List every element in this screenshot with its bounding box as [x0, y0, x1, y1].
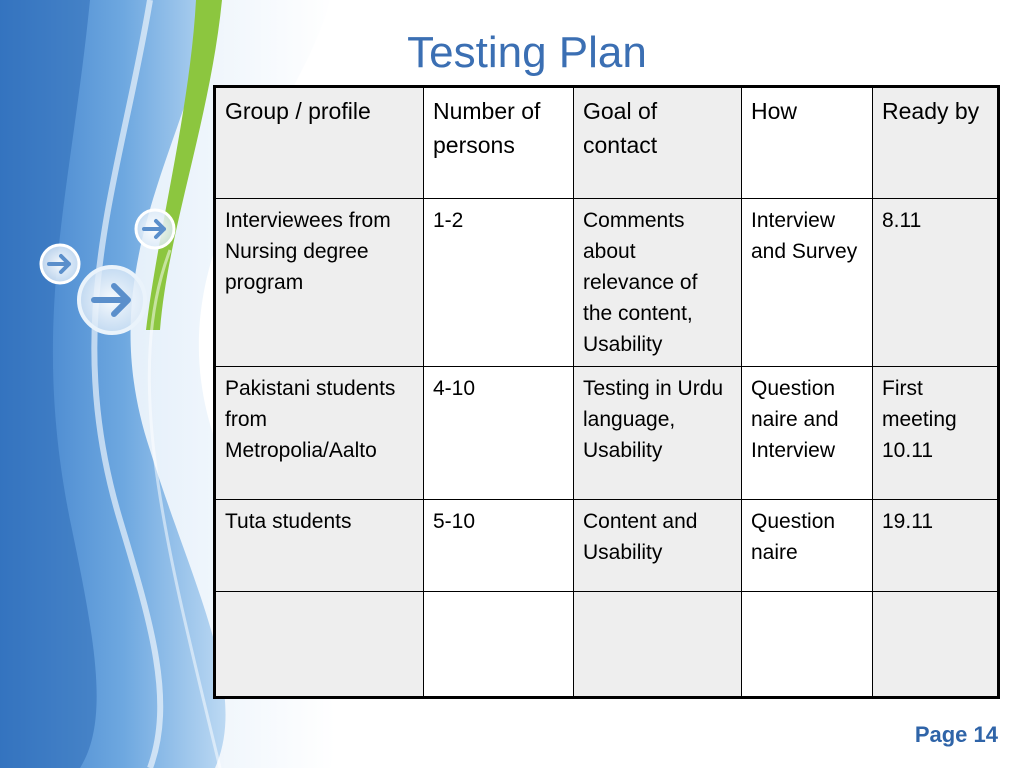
- table-cell: Tuta students: [215, 500, 424, 592]
- table-cell: 4-10: [424, 367, 574, 500]
- table-cell: Interviewees from Nursing degree program: [215, 199, 424, 367]
- header-how: How: [742, 87, 873, 199]
- table-cell: 5-10: [424, 500, 574, 592]
- table-cell: Comments about relevance of the content, Usability: [574, 199, 742, 367]
- header-number-of-persons: Number of persons: [424, 87, 574, 199]
- table-cell: Content and Usability: [574, 500, 742, 592]
- table-cell: 8.11: [873, 199, 999, 367]
- table-row: [215, 199, 999, 367]
- header-goal-of-contact: Goal of contact: [574, 87, 742, 199]
- header-ready-by: Ready by: [873, 87, 999, 199]
- table-cell: [873, 592, 999, 698]
- header-group-profile: Group / profile: [215, 87, 424, 199]
- table-cell: Question naire: [742, 500, 873, 592]
- table-row: [215, 367, 999, 500]
- slide-title: Testing Plan: [407, 28, 647, 77]
- table-cell: Interview and Survey: [742, 199, 873, 367]
- table-cell: First meeting 10.11: [873, 367, 999, 500]
- table-row: [215, 500, 999, 592]
- table-cell: [742, 592, 873, 698]
- arrow-right-circle-icon: [133, 207, 177, 251]
- table-cell: Testing in Urdu language, Usability: [574, 367, 742, 500]
- table-cell: [215, 592, 424, 698]
- table-header-row: [215, 87, 999, 199]
- table-cell: 19.11: [873, 500, 999, 592]
- testing-plan-table: [213, 85, 1000, 699]
- arrow-right-circle-icon: [74, 262, 150, 338]
- table-cell: [424, 592, 574, 698]
- table-cell: Question naire and Interview: [742, 367, 873, 500]
- page-number: Page 14: [914, 722, 998, 747]
- table-row: [215, 592, 999, 698]
- table-cell: [574, 592, 742, 698]
- table-cell: Pakistani students from Metropolia/Aalto: [215, 367, 424, 500]
- table-cell: 1-2: [424, 199, 574, 367]
